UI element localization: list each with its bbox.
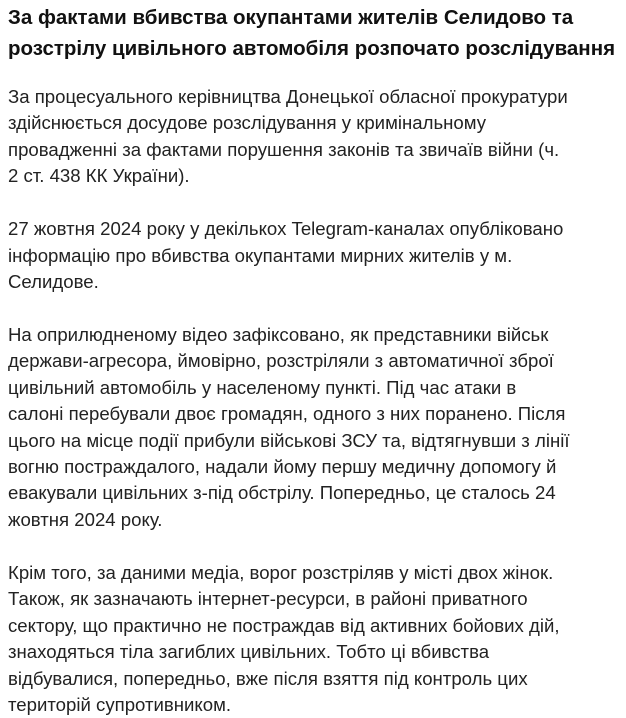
paragraph-line: жовтня 2024 року. bbox=[8, 508, 163, 530]
paragraph-line: цього на місце події прибули військові ЗСУ та, відтягнувши з лінії bbox=[8, 429, 570, 451]
paragraph-line: знаходяться тіла загиблих цивільних. Тобто ці вбивства bbox=[8, 641, 490, 663]
paragraph-line: 2 ст. 438 КК України). bbox=[8, 165, 190, 187]
paragraph-line: інформацію про вбивства окупантами мирних жителів у м. bbox=[8, 244, 513, 266]
paragraph-line: салоні перебували двоє громадян, одного з них поранено. Після bbox=[8, 403, 566, 425]
paragraph-line: На оприлюдненому відео зафіксовано, як представники військ bbox=[8, 324, 549, 346]
paragraph-line: 27 жовтня 2024 року у декількох Telegram-каналах опубліковано bbox=[8, 218, 564, 240]
paragraph-line: держави-агресора, ймовірно, розстріляли з автоматичної зброї bbox=[8, 350, 554, 372]
article-paragraph bbox=[8, 84, 626, 190]
paragraph-line: територій супротивником. bbox=[8, 693, 232, 715]
article-body bbox=[8, 84, 626, 718]
paragraph-line: здійснюється досудове розслідування у кримінальному bbox=[8, 112, 487, 134]
paragraph-line: відбувалися, попередньо, вже після взяття під контроль цих bbox=[8, 667, 528, 689]
paragraph-line: сектору, що практично не постраждав від активних бойових дій, bbox=[8, 614, 560, 636]
paragraph-line: цивільний автомобіль у населеному пункті. Під час атаки в bbox=[8, 376, 517, 398]
article-paragraph bbox=[8, 322, 626, 533]
paragraph-line: евакували цивільних з-під обстрілу. Попередньо, це сталось 24 bbox=[8, 482, 556, 504]
paragraph-line: Крім того, за даними медіа, ворог розстріляв у місті двох жінок. bbox=[8, 561, 554, 583]
paragraph-line: Селидове. bbox=[8, 271, 99, 293]
title-line: розстрілу цивільного автомобіля розпочато розслідування bbox=[8, 37, 616, 60]
article-paragraph bbox=[8, 560, 626, 718]
title-line: За фактами вбивства окупантами жителів Селидово та bbox=[8, 6, 574, 29]
paragraph-line: Також, як зазначають інтернет-ресурси, в районі приватного bbox=[8, 588, 528, 610]
paragraph-line: провадженні за фактами порушення законів та звичаїв війни (ч. bbox=[8, 138, 560, 160]
article-paragraph bbox=[8, 216, 626, 295]
paragraph-line: За процесуального керівництва Донецької обласної прокуратури bbox=[8, 86, 568, 107]
article-title bbox=[8, 2, 626, 64]
paragraph-line: вогню постраждалого, надали йому першу медичну допомогу й bbox=[8, 456, 557, 478]
